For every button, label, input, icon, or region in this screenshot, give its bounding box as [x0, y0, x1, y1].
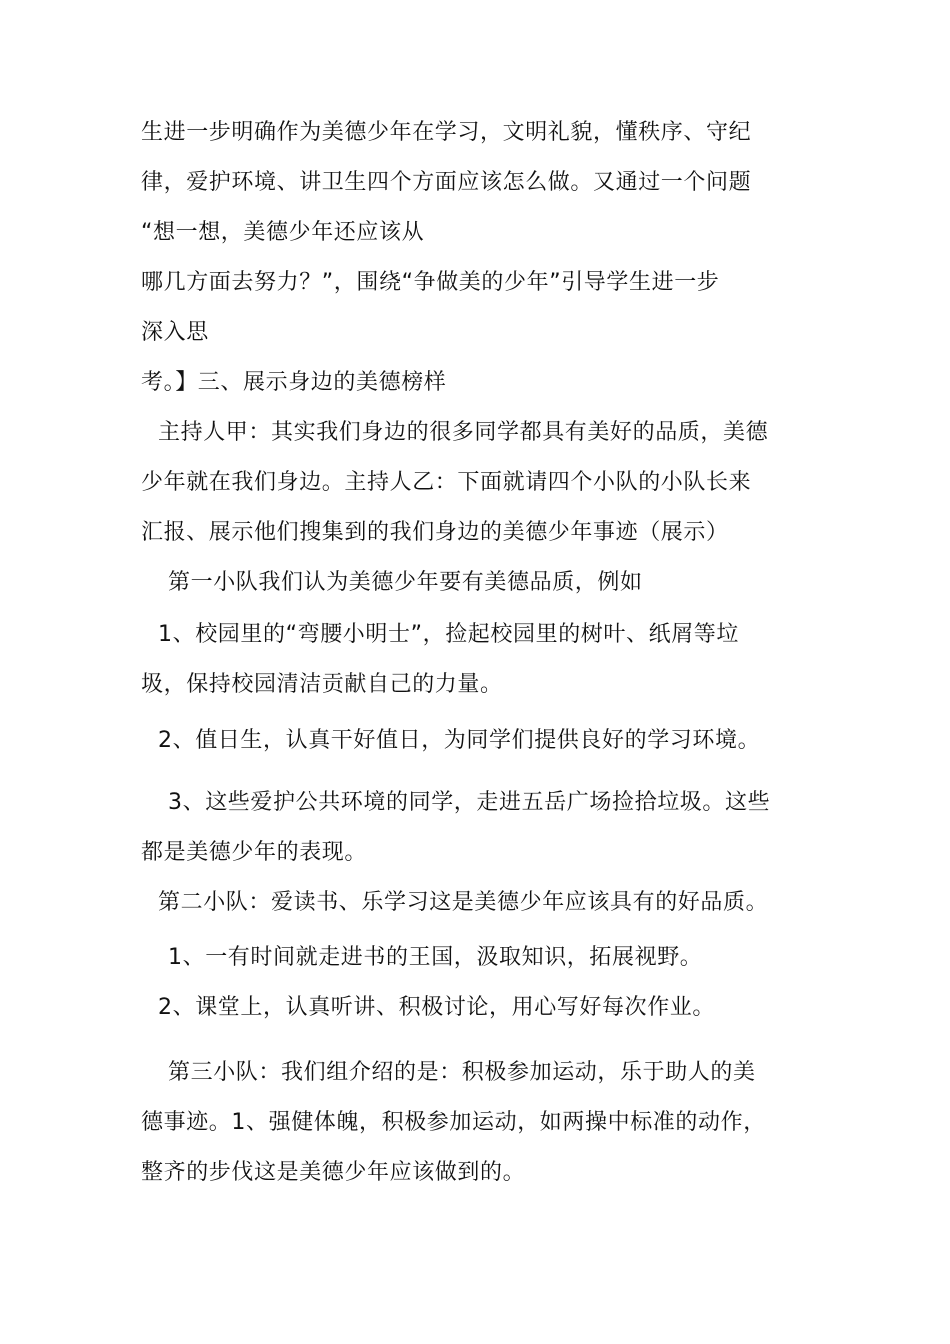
text-line: 律，爱护环境、讲卫生四个方面应该怎么做。又通过一个问题 [141, 170, 752, 195]
text-line: 第一小队我们认为美德少年要有美德品质，例如 [168, 570, 643, 595]
text-line: 生进一步明确作为美德少年在学习，文明礼貌，懂秩序、守纪 [141, 120, 752, 145]
text-line: “想一想，美德少年还应该从 [141, 220, 425, 245]
text-line: 整齐的步伐这是美德少年应该做到的。 [141, 1160, 526, 1185]
text-line: 哪几方面去努力？”，围绕“争做美的少年”引导学生进一步 [141, 270, 720, 295]
text-line: 第三小队：我们组介绍的是：积极参加运动，乐于助人的美 [168, 1060, 756, 1085]
text-line: 考。】三、展示身边的美德榜样 [141, 370, 447, 395]
text-line: 2、课堂上，认真听讲、积极讨论，用心写好每次作业。 [158, 995, 715, 1020]
text-line: 都是美德少年的表现。 [141, 840, 368, 865]
text-line: 1、校园里的“弯腰小明士”，捡起校园里的树叶、纸屑等垃 [158, 622, 739, 647]
text-line: 主持人甲：其实我们身边的很多同学都具有美好的品质，美德 [158, 420, 769, 445]
text-line: 德事迹。1、强健体魄，积极参加运动，如两操中标准的动作， [141, 1110, 766, 1135]
text-line: 少年就在我们身边。主持人乙：下面就请四个小队的小队长来 [141, 470, 752, 495]
text-line: 1、一有时间就走进书的王国，汲取知识，拓展视野。 [168, 945, 703, 970]
text-line: 2、值日生，认真干好值日，为同学们提供良好的学习环境。 [158, 728, 761, 753]
text-line: 深入思 [141, 320, 209, 345]
text-line: 3、这些爱护公共环境的同学，走进五岳广场捡拾垃圾。这些 [168, 790, 771, 815]
text-line: 第二小队：爱读书、乐学习这是美德少年应该具有的好品质。 [158, 890, 769, 915]
text-line: 汇报、展示他们搜集到的我们身边的美德少年事迹（展示） [141, 520, 729, 545]
text-line: 圾，保持校园清洁贡献自己的力量。 [141, 672, 503, 697]
